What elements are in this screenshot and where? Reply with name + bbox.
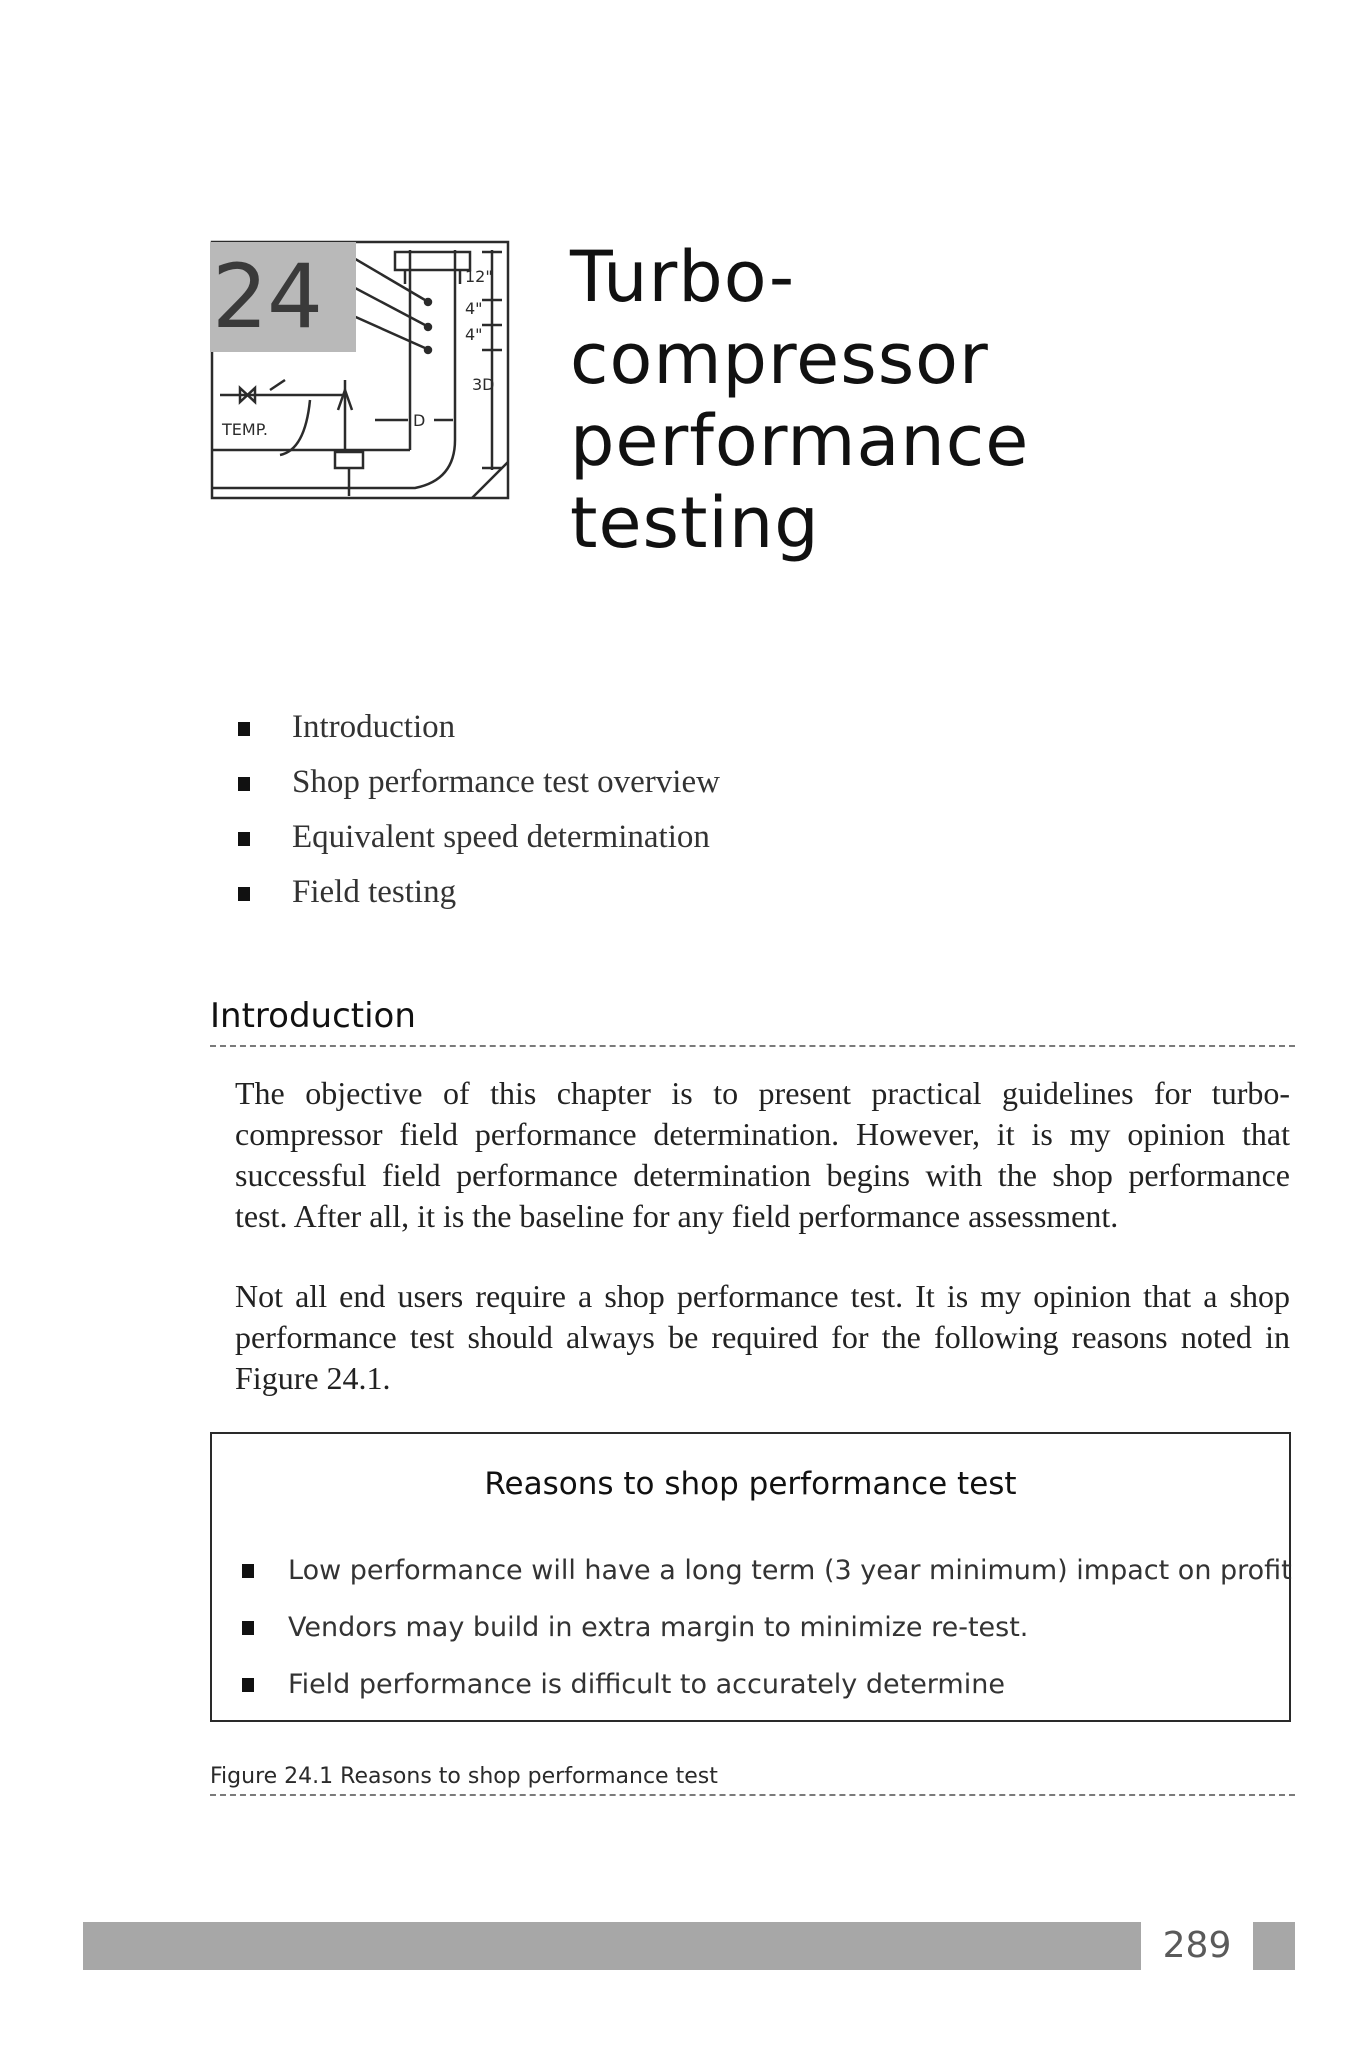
square-bullet-icon — [242, 1564, 254, 1578]
outline-item — [232, 700, 720, 755]
figure-caption: Figure 24.1 Reasons to shop performance test — [210, 1764, 718, 1789]
chapter-number: 24 — [210, 242, 356, 352]
outline-item-label: Shop performance test overview — [292, 764, 720, 800]
dimension-label-3d: 3D — [472, 375, 495, 394]
figure-list-item — [240, 1599, 1280, 1656]
section-heading: Introduction — [210, 996, 416, 1036]
square-bullet-icon — [238, 722, 250, 736]
body-paragraph: The objective of this chapter is to present practical guidelines for turbo-compressor field performance determination. However, it is my opinion that successful field performance determination begins with the shop performance test. After all, it is the baseline for any field performance assessment. — [235, 1075, 1290, 1234]
square-bullet-icon — [242, 1678, 254, 1692]
temp-label: TEMP. — [222, 420, 268, 439]
figure-list-item-label: Field performance is difficult to accurately determine — [288, 1669, 1005, 1700]
outline-item-label: Field testing — [292, 874, 457, 910]
square-bullet-icon — [238, 777, 250, 791]
chapter-title-line: testing — [570, 482, 820, 564]
figure-list-item — [240, 1656, 1280, 1713]
figure-list-item-label: Vendors may build in extra margin to minimize re-test. — [288, 1612, 1029, 1643]
figure-box — [210, 1432, 1291, 1722]
body-paragraph: Not all end users require a shop performance test. It is my opinion that a shop performance test should always be required for the following reasons noted in Figure 24.1. — [235, 1278, 1290, 1396]
outline-item-label: Equivalent speed determination — [292, 819, 710, 855]
caption-divider — [210, 1794, 1295, 1796]
outline-item — [232, 865, 720, 920]
figure-list — [240, 1542, 1292, 1713]
dimension-label-4b: 4" — [465, 325, 483, 344]
dimension-label-d1: D — [413, 411, 426, 430]
footer-band — [83, 1922, 1295, 1970]
chapter-title-line: compressor — [570, 318, 989, 400]
chapter-title-line: performance — [570, 400, 1030, 482]
figure-list-item-label: Low performance will have a long term (3 year minimum) impact on profit — [288, 1555, 1292, 1586]
chapter-title-line: Turbo- — [570, 236, 796, 318]
dimension-label-4a: 4" — [465, 299, 483, 318]
dimension-label-12: 12" — [465, 267, 493, 286]
chapter-title — [570, 236, 1270, 564]
figure-list-item — [240, 1542, 1292, 1599]
square-bullet-icon — [238, 887, 250, 901]
figure-title: Reasons to shop performance test — [484, 1466, 1017, 1502]
page-number: 289 — [1141, 1914, 1253, 1978]
outline-item — [232, 810, 720, 865]
chapter-outline — [232, 700, 720, 920]
square-bullet-icon — [242, 1621, 254, 1635]
outline-item-label: Introduction — [292, 709, 456, 745]
square-bullet-icon — [238, 832, 250, 846]
section-divider — [210, 1045, 1295, 1047]
outline-item — [232, 755, 720, 810]
